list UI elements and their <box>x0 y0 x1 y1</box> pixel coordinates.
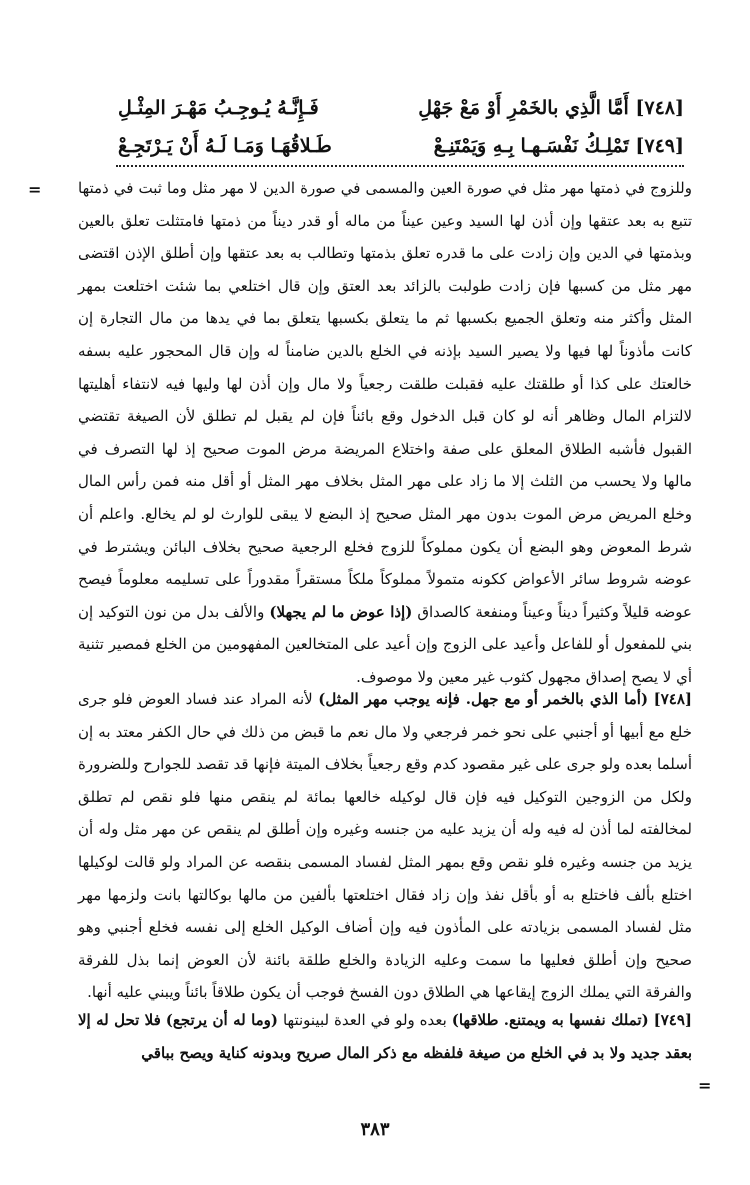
commentary-749-quote-2: (وما له أن يرتجع) <box>165 1011 279 1029</box>
verse-749-first-hemistich: [٧٤٩] تَمْلِـكُ نَفْسَـهـا بِـهِ وَيَمْتَنِـعْ <box>433 135 684 157</box>
verse-749-second-hemistich: طَـلاقُهَـا وَمَـا لَـهُ أَنْ يَـرْتَجِـعْ <box>118 135 332 157</box>
continuation-marker-top: = <box>28 180 42 199</box>
commentary-749 <box>78 1004 692 1069</box>
dotted-divider <box>116 165 684 167</box>
commentary-749-end: فلا تحل له إلا بعقد جديد ولا بد في الخلع من صيغة فلفظه مع ذكر المال صريح وبدونه كناية ويصح بباقي <box>78 1011 692 1062</box>
verse-749 <box>118 132 684 160</box>
continuation-marker-bottom: = <box>698 1076 712 1095</box>
commentary-748-quote: (أما الذي بالخمر أو مع جهل. فإنه يوجب مهر المثل) <box>318 690 649 708</box>
verse-748-first-hemistich: [٧٤٨] أَمَّا الَّذِي بالخَمْرِ أَوْ مَعْ جَهْلِ <box>418 97 684 119</box>
commentary-748-text: لأنه المراد عند فساد العوض فلو جرى خلع مع أبيها أو أجنبي على نحو خمر فرجعي ولا مال نعم ما قبض من ذلك في حال الكفر معتد به إن أسلما بعده ولو جرى على غير مقصود كدم وقع رجعياً بخلاف الميتة فإنها قد تقصد للجوارح وللضرورة ولكل من الزوجين التوكيل فيه فإن قال لوكيله خالعها بمائة لم ينقص منها فلو نقص لم تطلق لمخالفته لما أذن له فيه وله أن يزيد عليه من جنسه وغيره وإن أطلق لم ينقص عن مهر مثل وله أن يزيد من جنسه وغيره فلو نقص وقع بمهر المثل لفساد المسمى بنقصه عن المراد ولو قالت لوكيلها اختلع بألف فاختلع به أو بأقل نفذ وإن زاد فقال اختلعتها بألفين من مالها بوكالتها بانت ولزمها مهر مثل لفساد المسمى بزيادته على المأذون فيه وإن أضاف الوكيل الخلع إلى نفسه فخلع أجنبي وهو صحيح وإن أطلق فعليها ما سمت وعليه الزيادة والخلع طلقة بائنة لأن العوض إنما بذل للفرقة والفرقة التي يملك الزوج إيقاعها هي الطلاق دون الفسخ فوجب أن يكون طلاقاً بائناً ويبني عليه أنها. <box>78 690 692 1002</box>
verse-748 <box>118 94 684 122</box>
page-number: ٣٨٣ <box>360 1119 390 1140</box>
commentary-748 <box>78 683 692 1009</box>
verse-748-second-hemistich: فَـإِنَّـهُ يُـوجِـبُ مَهْـرَ المِثْـلِ <box>118 97 319 119</box>
commentary-continuation <box>78 172 692 694</box>
commentary-intro-text: وللزوج في ذمتها مهر مثل في صورة العين والمسمى في صورة الدين لا مهر مثل وما ثبت في ذمتها تتبع به بعد عتقها وإن أذن لها السيد وعين عيناً من ماله أو قدر ديناً من ذمتها فامتثلت تعلق بالعين وبذمتها في الدين وإن زادت على ما قدره تعلق بذمتها وتطالب به بعد عتقها وإن أطلق الإذن اقتضى مهر مثل من كسبها فإن زادت طولبت بالزائد بعد العتق وإن قال اختلعي بما شئت اختلعت بمهر المثل وأكثر منه وتعلق الجميع بكسبها ثم ما يتعلق بكسبها يتعلق بما في يدها من مال التجارة إن كانت مأذوناً لها فيها ولا يصير السيد بإذنه في الخلع بالدين ضامناً له وإن قال المحجور عليه بسفه خالعتك على كذا أو طلقتك عليه فقبلت طلقت رجعياً ولا مال وإن أذن لها وليها فيه لانتفاء أهليتها لالتزام المال وظاهر أنه لو كان قبل الدخول وقع بائناً فإن لم يقبل لم تطلق لأن الصيغة تقتضي القبول فأشبه الطلاق المعلق على صفة واختلاع المريضة مرض الموت صحيح إذ لها التصرف في مالها ولا يحسب من الثلث إلا ما زاد على مهر المثل بخلاف مهر المثل أو أقل منه فمن رأس المال وخلع المريض مرض الموت بدون مهر المثل صحيح إذ البضع لا يبقى للوارث لو لم يخالع. واعلم أن شرط المعوض وهو البضع أن يكون مملوكاً للزوج فخلع الرجعية صحيح بخلاف البائن ويشترط في عوضه شروط سائر الأعواض ككونه متمولاً مملوكاً ملكاً مستقراً مقدوراً على تسليمه معلوماً فيصح عوضه قليلاً وكثيراً ديناً وعيناً ومنفعة كالصداق <box>78 179 692 621</box>
commentary-749-mid: بعده ولو في العدة لبينونتها <box>282 1011 447 1029</box>
commentary-749-quote: (تملك نفسها به ويمتنع. طلاقها) <box>451 1011 649 1029</box>
commentary-intro-end: والألف بدل من نون التوكيد إن بني للمفعول أو للفاعل وأعيد على الزوج وإن أعيد على المتخالعين المفهومين من الخلع فمصير تثنية أي لا يصح إصداق مجهول كثوب غير معين ولا موصوف. <box>78 602 692 686</box>
commentary-748-label: [٧٤٨] <box>653 690 692 708</box>
commentary-intro-bold: (إذا عوض ما لم يجهلا) <box>269 602 413 621</box>
commentary-749-label: [٧٤٩] <box>653 1011 692 1029</box>
